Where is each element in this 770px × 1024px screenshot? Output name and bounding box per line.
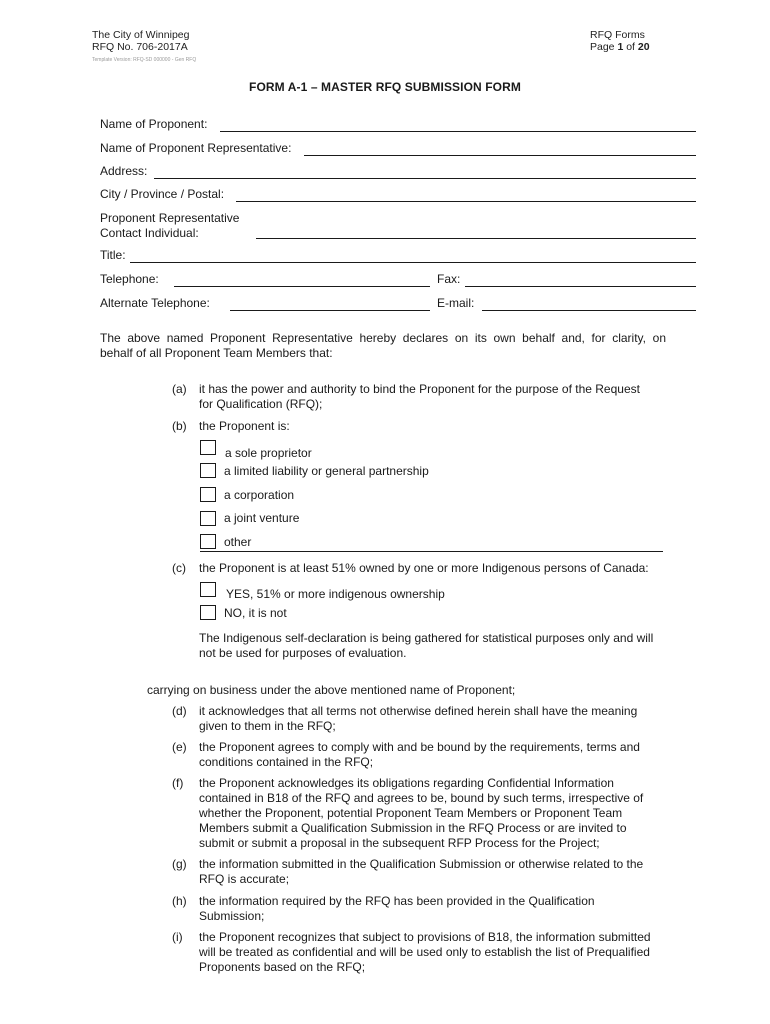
name-of-proponent-field[interactable] (220, 131, 696, 132)
alt-telephone-field[interactable] (230, 310, 430, 311)
declaration-line2: behalf of all Proponent Team Members that: (100, 346, 333, 360)
other-specify-field[interactable] (200, 551, 663, 552)
item-i-line2: will be treated as confidential and will be used only to establish the list of Prequalified (199, 945, 650, 959)
header-rfq-number: RFQ No. 706-2017A (92, 41, 188, 53)
label-name-of-proponent: Name of Proponent: (100, 117, 208, 131)
item-d-label: (d) (172, 704, 187, 718)
item-f-line3: whether the Proponent, potential Proponent Team Members or Proponent Team (199, 806, 623, 820)
item-a-line2: for Qualification (RFQ); (199, 397, 323, 411)
item-b-text: the Proponent is: (199, 419, 290, 433)
item-e-line1: the Proponent agrees to comply with and be bound by the requirements, terms and (199, 740, 640, 754)
title-field[interactable] (130, 262, 696, 263)
item-g-line2: RFQ is accurate; (199, 872, 290, 886)
item-e-label: (e) (172, 740, 187, 754)
checkbox-indigenous-no[interactable] (200, 605, 216, 620)
label-contact-line1: Proponent Representative (100, 211, 240, 225)
item-g-line1: the information submitted in the Qualification Submission or otherwise related to the (199, 857, 644, 871)
option-indigenous-yes: YES, 51% or more indigenous ownership (226, 587, 445, 601)
item-h-line1: the information required by the RFQ has been provided in the Qualification (199, 894, 595, 908)
label-city: City / Province / Postal: (100, 187, 225, 201)
item-f-line2: contained in B18 of the RFQ and agrees to be, bound by such terms, irrespective of (199, 791, 644, 805)
option-partnership: a limited liability or general partnership (224, 464, 429, 478)
checkbox-joint-venture[interactable] (200, 511, 216, 526)
indigenous-note-line2: not be used for purposes of evaluation. (199, 646, 407, 660)
item-a-line1: it has the power and authority to bind the Proponent for the purpose of the Request (199, 382, 640, 396)
checkbox-corporation[interactable] (200, 487, 216, 502)
option-other: other (224, 535, 252, 549)
contact-field[interactable] (256, 238, 696, 239)
page-indicator: Page 1 of 20 (590, 41, 650, 53)
item-d-line1: it acknowledges that all terms not otherwise defined herein shall have the meaning (199, 704, 638, 718)
option-corporation: a corporation (224, 488, 295, 502)
option-indigenous-no: NO, it is not (224, 606, 287, 620)
item-f-label: (f) (172, 776, 184, 790)
option-sole-proprietor: a sole proprietor (225, 446, 312, 460)
label-address: Address: (100, 164, 148, 178)
checkbox-indigenous-yes[interactable] (200, 582, 216, 597)
item-h-label: (h) (172, 894, 187, 908)
item-i-line3: Proponents based on the RFQ; (199, 960, 366, 974)
declaration-line1: The above named Proponent Representative hereby declares on its own behalf and, for clarity, on (100, 331, 666, 345)
option-joint-venture: a joint venture (224, 511, 300, 525)
label-telephone: Telephone: (100, 272, 159, 286)
item-h-line2: Submission; (199, 909, 265, 923)
label-representative: Name of Proponent Representative: (100, 141, 292, 155)
header-section: RFQ Forms (590, 29, 645, 41)
address-field[interactable] (154, 178, 696, 179)
item-i-label: (i) (172, 930, 183, 944)
item-f-line1: the Proponent acknowledges its obligations regarding Confidential Information (199, 776, 614, 790)
item-c-text: the Proponent is at least 51% owned by one or more Indigenous persons of Canada: (199, 561, 649, 575)
template-version: Template Version: RFQ-SD 000000 - Gen RFQ (92, 57, 197, 63)
header-org: The City of Winnipeg (92, 29, 190, 41)
checkbox-partnership[interactable] (200, 463, 216, 478)
checkbox-other[interactable] (200, 534, 216, 549)
item-a-label: (a) (172, 382, 187, 396)
item-d-line2: given to them in the RFQ; (199, 719, 336, 733)
item-c-label: (c) (172, 561, 186, 575)
email-field[interactable] (482, 310, 696, 311)
carrying-on-business: carrying on business under the above mentioned name of Proponent; (147, 683, 516, 697)
label-email: E-mail: (437, 296, 475, 310)
checkbox-sole-proprietor[interactable] (200, 440, 216, 455)
indigenous-note-line1: The Indigenous self-declaration is being gathered for statistical purposes only and will (199, 631, 654, 645)
fax-field[interactable] (465, 286, 696, 287)
item-b-label: (b) (172, 419, 187, 433)
label-fax: Fax: (437, 272, 461, 286)
item-f-line4: Members submit a Qualification Submission in the RFQ Process or are invited to (199, 821, 627, 835)
item-f-line5: submit or submit a proposal in the subsequent RFP Process for the Project; (199, 836, 600, 850)
item-g-label: (g) (172, 857, 187, 871)
representative-field[interactable] (304, 155, 696, 156)
label-title: Title: (100, 248, 126, 262)
city-field[interactable] (236, 201, 696, 202)
telephone-field[interactable] (174, 286, 430, 287)
item-e-line2: conditions contained in the RFQ; (199, 755, 374, 769)
form-title: FORM A-1 – MASTER RFQ SUBMISSION FORM (249, 80, 521, 94)
label-contact-line2: Contact Individual: (100, 226, 199, 240)
item-i-line1: the Proponent recognizes that subject to provisions of B18, the information submitted (199, 930, 651, 944)
label-alt-telephone: Alternate Telephone: (100, 296, 210, 310)
